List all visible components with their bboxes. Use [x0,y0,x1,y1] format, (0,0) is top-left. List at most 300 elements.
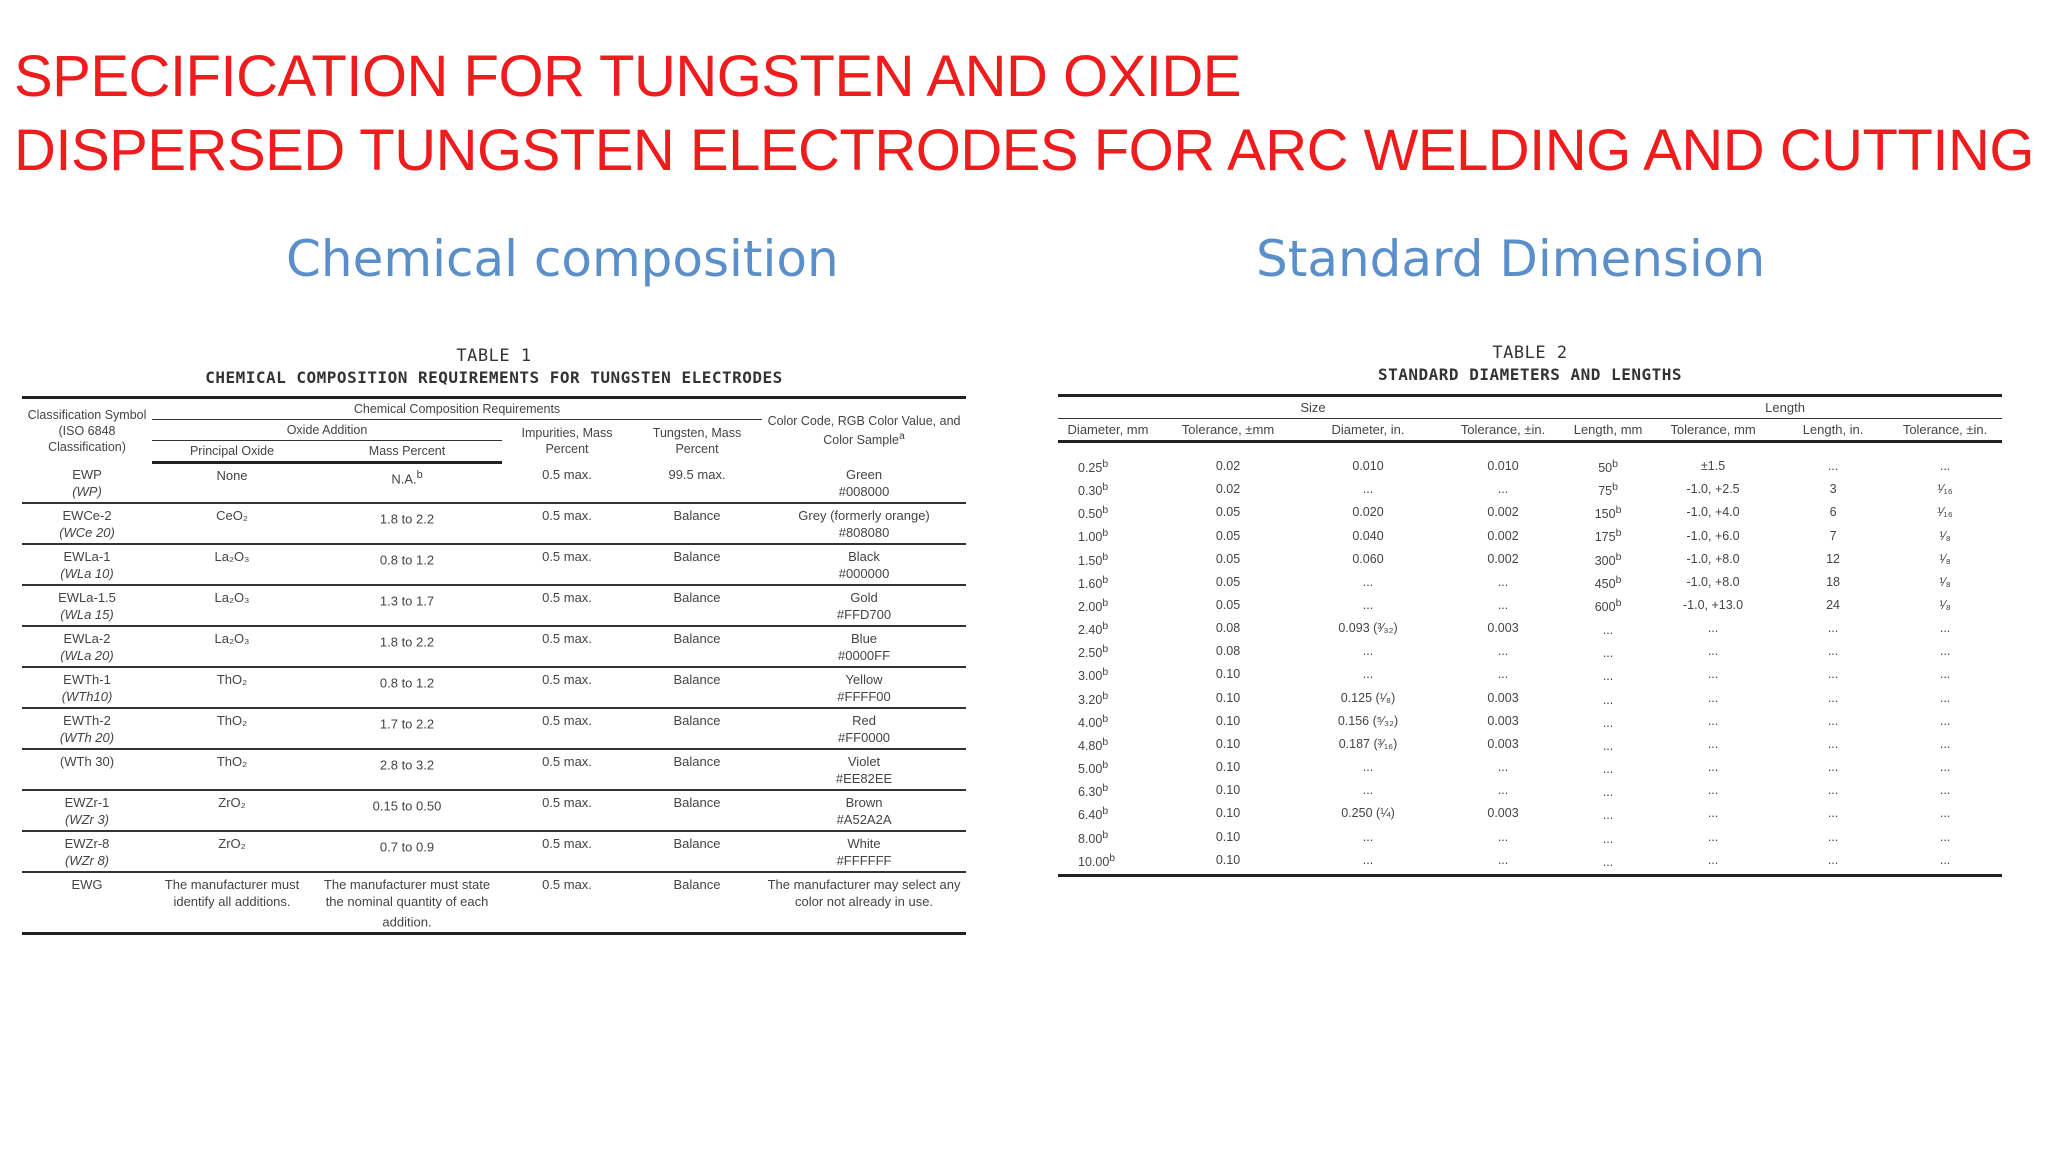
tolerance-in-cell: 0.002 [1487,551,1519,566]
length-tolerance-mm-cell: -1.0, +8.0 [1686,551,1740,566]
tolerance-mm-cell: 0.10 [1215,736,1241,751]
tungsten-cell: Balance [632,708,762,749]
length-in-cell: ... [1827,736,1839,751]
tolerance-in-cell: 0.003 [1487,690,1519,705]
tolerance-mm-cell: 0.02 [1215,482,1241,497]
diameter-mm-value: 3.20 [1078,692,1103,707]
principal-oxide-cell: ZrO₂ [152,831,312,872]
classification-cell [22,790,152,831]
diameter-in-cell: 0.060 [1352,551,1384,566]
diameter-mm-value: 3.00 [1078,669,1103,684]
chemical-composition-heading: Chemical composition [286,230,839,288]
table-row [22,585,966,626]
table-row [22,872,966,934]
length-mm-cell [1568,548,1648,571]
length-in-cell: ... [1827,806,1839,821]
iso-classification: (WCe 20) [59,524,115,540]
diameter-footnote: b [1102,667,1109,679]
color-name: Blue [851,630,878,646]
diameter-mm-value: 2.40 [1078,623,1103,638]
diameter-footnote: b [1102,482,1109,494]
diameter-mm-cell [1058,617,1158,640]
table-row [1058,826,2002,849]
diameter-mm-cell [1058,478,1158,501]
iso-classification: (WP) [72,483,102,499]
rgb-value: #0000FF [838,647,891,663]
color-code-cell [762,872,966,934]
tolerance-mm-cell: 0.08 [1215,644,1241,659]
header-classification: Classification Symbol (ISO 6848 Classification) [22,398,152,463]
length-mm-cell [1568,802,1648,825]
tolerance-mm-cell: 0.10 [1215,690,1241,705]
length-mm-value: ... [1602,623,1614,638]
length-mm-value: 50 [1598,461,1613,476]
length-tolerance-in-cell: ... [1888,849,2002,876]
diameter-mm-cell [1058,733,1158,756]
header-color-footnote: a [899,431,905,443]
rgb-value: #000000 [838,565,890,581]
tolerance-in-cell: 0.003 [1487,621,1519,636]
color-code-cell [762,503,966,544]
diameter-in-cell: 0.093 (³⁄₃₂) [1338,621,1398,636]
diameter-in-cell: 0.020 [1352,505,1384,520]
length-tolerance-in-cell: ... [1939,736,1951,751]
length-mm-cell [1568,442,1648,479]
length-tolerance-in-cell: ... [1939,783,1951,798]
tolerance-mm-cell: 0.05 [1215,551,1241,566]
diameter-footnote: b [1102,459,1109,470]
column-header: Diameter, mm [1058,419,1158,442]
color-name: Green [845,466,883,482]
principal-oxide-cell: ThO₂ [152,708,312,749]
tolerance-mm-cell: 0.08 [1215,621,1241,636]
diameter-mm-value: 4.80 [1078,739,1103,754]
iso-classification: (WZr 8) [64,852,110,868]
length-tolerance-mm-cell: -1.0, +6.0 [1686,528,1740,543]
length-tolerance-in-cell: ¹⁄₁₆ [1937,482,1953,497]
color-code-cell [762,463,966,503]
length-in-cell: ... [1827,829,1839,844]
diameter-mm-value: 6.40 [1078,808,1103,823]
length-in-cell: ... [1827,690,1839,705]
color-code-cell [762,626,966,667]
classification-cell [22,708,152,749]
length-in-cell: ... [1778,849,1888,876]
length-mm-cell [1568,640,1648,663]
length-tolerance-in-cell: ... [1939,667,1951,682]
table-row [1058,733,2002,756]
diameter-footnote: b [1102,713,1109,725]
table-row [1058,802,2002,825]
header-principal-oxide: Principal Oxide [152,441,312,463]
principal-oxide-cell: La₂O₃ [152,544,312,585]
diameter-footnote: b [1102,621,1109,633]
column-header: Tolerance, ±in. [1888,419,2002,442]
tolerance-mm-cell: 0.05 [1215,528,1241,543]
tolerance-in-cell: ... [1497,829,1509,844]
length-tolerance-in-cell: ... [1939,713,1951,728]
tolerance-in-cell: ... [1497,667,1509,682]
classification-symbol: EWLa-1 [63,548,111,564]
mass-percent-cell [312,667,502,708]
diameter-in-cell: 0.187 (³⁄₁₆) [1338,736,1398,751]
mass-percent-cell [312,790,502,831]
color-name: Red [852,712,876,728]
diameter-in-cell: ... [1362,829,1374,844]
length-footnote: b [1615,574,1622,586]
classification-symbol: EWLa-2 [63,630,111,646]
diameter-in-cell: ... [1362,667,1374,682]
tolerance-in-cell: 0.003 [1487,713,1519,728]
mass-percent-cell [312,585,502,626]
mass-percent-cell [312,831,502,872]
mass-percent-cell [312,626,502,667]
header-impurities: Impurities, Mass Percent [521,426,613,457]
diameter-mm-cell [1058,710,1158,733]
color-code-cell [762,585,966,626]
mass-percent-cell [312,749,502,790]
classification-cell [22,749,152,790]
mass-percent-value: N.A. [391,471,417,487]
tungsten-cell: Balance [632,790,762,831]
table-row [1058,687,2002,710]
table-row [1058,478,2002,501]
mass-percent-value: The manufacturer must state the nominal quantity of each addition. [323,876,491,929]
tolerance-mm-cell: 0.10 [1215,829,1241,844]
diameter-in-cell: 0.125 (¹⁄₈) [1340,690,1396,705]
standard-dimensions-table-body [1058,442,2002,876]
header-mass-percent: Mass Percent [312,441,502,463]
tolerance-mm-cell: 0.05 [1215,505,1241,520]
diameter-in-cell: 0.040 [1352,528,1384,543]
column-header: Length, mm [1568,419,1648,442]
impurities-cell: 0.5 max. [502,790,632,831]
color-name: Grey (formerly orange) [798,507,930,523]
tolerance-in-cell: 0.003 [1487,736,1519,751]
diameter-mm-cell [1058,501,1158,524]
diameter-mm-value: 0.50 [1078,507,1103,522]
length-tolerance-in-cell: ... [1939,644,1951,659]
color-name: Brown [845,794,883,810]
length-mm-cell [1568,849,1648,876]
table-1-block [22,346,966,935]
diameter-in-cell: ... [1362,760,1374,775]
length-mm-value: ... [1602,854,1614,869]
table-2-block [1058,342,2002,877]
chemical-composition-table [22,396,966,935]
table-row [22,831,966,872]
length-in-cell: ... [1827,667,1839,682]
tungsten-cell: Balance [632,544,762,585]
tolerance-mm-cell: 0.10 [1215,783,1241,798]
table-row [1058,571,2002,594]
length-tolerance-mm-cell: ... [1707,667,1719,682]
length-tolerance-in-cell: ... [1939,459,1951,474]
diameter-footnote: b [1102,644,1109,656]
tolerance-in-cell: ... [1497,574,1509,589]
diameter-mm-value: 10.00 [1078,854,1110,869]
length-tolerance-mm-cell: -1.0, +8.0 [1686,574,1740,589]
tolerance-in-cell: 0.010 [1487,459,1519,474]
length-tolerance-in-cell: ¹⁄₈ [1939,528,1951,543]
mass-percent-cell [312,503,502,544]
tolerance-mm-cell: 0.10 [1215,806,1241,821]
color-code-cell [762,667,966,708]
tolerance-in-cell: ... [1497,644,1509,659]
diameter-mm-cell [1058,826,1158,849]
mass-percent-value: 1.7 to 2.2 [379,715,435,731]
table-row [1058,663,2002,686]
diameter-mm-cell [1058,548,1158,571]
length-in-cell: 6 [1829,505,1837,520]
length-tolerance-mm-cell: -1.0, +4.0 [1686,505,1740,520]
rgb-value: #FFFFFF [836,852,892,868]
length-in-cell: 18 [1826,574,1840,589]
diameter-in-cell: ... [1298,849,1438,876]
length-mm-value: 450 [1594,576,1616,591]
classification-symbol: EWZr-8 [64,835,110,851]
diameter-mm-value: 2.00 [1078,600,1103,615]
principal-oxide-cell: None [152,463,312,503]
tungsten-cell: Balance [632,503,762,544]
tolerance-mm-cell: 0.10 [1215,713,1241,728]
tolerance-in-cell: 0.002 [1487,505,1519,520]
color-name: Black [848,548,880,564]
length-mm-value: ... [1602,831,1614,846]
chemical-composition-table-body [22,463,966,934]
color-code-cell [762,831,966,872]
length-mm-value: ... [1602,762,1614,777]
diameter-in-cell: ... [1362,574,1374,589]
iso-classification: (WLa 10) [60,565,114,581]
slide-title-line-2: DISPERSED TUNGSTEN ELECTRODES FOR ARC WELDING AND CUTTING [14,118,2035,183]
classification-symbol: EWCe-2 [62,507,112,523]
length-mm-cell [1568,617,1648,640]
standard-dimension-heading: Standard Dimension [1256,230,1766,288]
tolerance-in-cell: ... [1497,760,1509,775]
mass-percent-value: 1.8 to 2.2 [379,510,435,526]
principal-oxide-cell: CeO₂ [152,503,312,544]
length-tolerance-mm-cell: ... [1707,621,1719,636]
impurities-cell: 0.5 max. [502,626,632,667]
slide-title [14,40,2034,188]
column-header: Tolerance, ±in. [1438,419,1568,442]
diameter-mm-value: 8.00 [1078,831,1103,846]
classification-cell [22,626,152,667]
length-mm-cell [1568,594,1648,617]
header-color [762,398,966,463]
length-in-cell: ... [1827,783,1839,798]
impurities-cell: 0.5 max. [502,872,632,934]
mass-percent-footnote: b [416,469,423,481]
length-mm-value: 300 [1594,553,1616,568]
table-row [22,667,966,708]
diameter-in-cell: ... [1362,644,1374,659]
mass-percent-cell [312,872,502,934]
header-oxide-addition: Oxide Addition [152,420,502,441]
length-mm-value: ... [1602,669,1614,684]
mass-percent-value: 1.3 to 1.7 [379,592,435,608]
length-tolerance-in-cell: ¹⁄₈ [1939,574,1951,589]
diameter-mm-cell [1058,687,1158,710]
tolerance-in-cell: 0.002 [1487,528,1519,543]
table-row [22,503,966,544]
length-in-cell: 7 [1829,528,1837,543]
mass-percent-value: 2.8 to 3.2 [379,756,435,772]
rgb-value: #FFD700 [836,606,892,622]
table-row [1058,442,2002,479]
mass-percent-value: 0.7 to 0.9 [379,838,435,854]
tolerance-in-cell: ... [1438,849,1568,876]
tolerance-mm-cell: 0.10 [1158,849,1298,876]
classification-cell [22,872,152,934]
classification-symbol: EWZr-1 [64,794,110,810]
length-mm-cell [1568,733,1648,756]
length-in-cell: ... [1827,713,1839,728]
length-mm-value: ... [1602,808,1614,823]
length-mm-cell [1568,478,1648,501]
color-code-cell [762,708,966,749]
diameter-footnote: b [1102,760,1109,772]
diameter-mm-cell [1058,442,1158,479]
length-in-cell: ... [1827,459,1839,474]
mass-percent-cell [312,544,502,585]
impurities-cell: 0.5 max. [502,749,632,790]
iso-classification: (WTh 20) [59,729,115,745]
mass-percent-value: 0.8 to 1.2 [379,551,435,567]
length-footnote: b [1615,505,1622,517]
impurities-cell: 0.5 max. [502,544,632,585]
color-name: The manufacturer may select any color not already in use. [767,876,961,909]
impurities-cell: 0.5 max. [502,503,632,544]
length-mm-cell [1568,524,1648,547]
classification-symbol: EWLa-1.5 [58,589,116,605]
length-tolerance-mm-cell: ... [1707,736,1719,751]
diameter-in-cell: ... [1362,598,1374,613]
diameter-mm-cell [1058,640,1158,663]
length-mm-value: 600 [1594,600,1616,615]
table-row [1058,849,2002,876]
diameter-mm-cell [1058,663,1158,686]
color-code-cell [762,544,966,585]
length-in-cell: ... [1827,644,1839,659]
slide-title-line-1: SPECIFICATION FOR TUNGSTEN AND OXIDE [14,44,1241,109]
principal-oxide-cell: La₂O₃ [152,626,312,667]
mass-percent-cell [312,463,502,503]
length-footnote: b [1612,482,1618,494]
length-mm-value: ... [1602,715,1614,730]
classification-cell [22,503,152,544]
tolerance-mm-cell: 0.02 [1215,459,1241,474]
classification-cell [22,463,152,503]
length-in-cell: 24 [1826,598,1840,613]
table-row [1058,617,2002,640]
classification-symbol: EWTh-1 [63,671,111,687]
tolerance-mm-cell: 0.10 [1215,667,1241,682]
table-row [22,708,966,749]
mass-percent-cell [312,708,502,749]
table-2-column-headers [1058,419,2002,442]
length-mm-cell [1568,756,1648,779]
length-tolerance-mm-cell: ... [1648,849,1778,876]
length-tolerance-mm-cell: -1.0, +13.0 [1682,598,1744,613]
length-tolerance-mm-cell: -1.0, +2.5 [1686,482,1740,497]
impurities-cell: 0.5 max. [502,708,632,749]
diameter-mm-value: 0.25 [1078,461,1103,476]
length-mm-cell [1568,571,1648,594]
diameter-footnote: b [1102,505,1109,517]
impurities-cell: 0.5 max. [502,831,632,872]
header-size: Size [1058,396,1568,419]
length-mm-cell [1568,687,1648,710]
length-mm-value: 75 [1598,484,1613,499]
diameter-footnote: b [1102,551,1109,563]
tungsten-cell: Balance [632,626,762,667]
length-tolerance-in-cell: ... [1939,829,1951,844]
diameter-mm-value: 4.00 [1078,715,1103,730]
tolerance-mm-cell: 0.05 [1215,598,1241,613]
table-row [22,544,966,585]
length-footnote: b [1615,551,1622,563]
classification-cell [22,831,152,872]
rgb-value: #EE82EE [835,770,893,786]
diameter-mm-value: 1.00 [1078,530,1103,545]
length-footnote: b [1615,528,1622,540]
diameter-footnote: b [1102,690,1109,702]
color-name: Violet [847,753,881,769]
tungsten-cell: Balance [632,667,762,708]
length-tolerance-in-cell: ... [1939,760,1951,775]
table-row [1058,640,2002,663]
column-header: Tolerance, ±mm [1158,419,1298,442]
length-mm-cell [1568,663,1648,686]
tolerance-mm-cell: 0.05 [1215,574,1241,589]
mass-percent-value: 0.8 to 1.2 [379,674,435,690]
table-1-title: CHEMICAL COMPOSITION REQUIREMENTS FOR TUNGSTEN ELECTRODES [205,368,783,387]
column-header: Length, in. [1778,419,1888,442]
length-tolerance-mm-cell: ... [1707,644,1719,659]
diameter-mm-cell [1058,524,1158,547]
length-tolerance-in-cell: ... [1939,806,1951,821]
color-name: Gold [850,589,878,605]
diameter-in-cell: 0.010 [1352,459,1384,474]
diameter-mm-cell [1058,779,1158,802]
table-row [22,626,966,667]
impurities-cell: 0.5 max. [502,667,632,708]
length-tolerance-mm-cell: ... [1707,690,1719,705]
length-tolerance-mm-cell: ... [1707,806,1719,821]
principal-oxide-cell: ThO₂ [152,667,312,708]
table-2-title: STANDARD DIAMETERS AND LENGTHS [1378,365,1682,384]
tolerance-in-cell: ... [1497,783,1509,798]
tolerance-mm-cell: 0.10 [1215,760,1241,775]
diameter-mm-value: 0.30 [1078,484,1103,499]
diameter-mm-value: 6.30 [1078,785,1103,800]
table-row [22,749,966,790]
color-name: White [847,835,881,851]
table-row [1058,710,2002,733]
diameter-footnote: b [1109,852,1116,864]
tungsten-cell: Balance [632,872,762,934]
diameter-mm-value: 2.50 [1078,646,1103,661]
length-mm-value: ... [1602,739,1614,754]
principal-oxide-cell: ThO₂ [152,749,312,790]
length-mm-value: ... [1602,692,1614,707]
length-mm-cell [1568,501,1648,524]
iso-classification: (WZr 3) [64,811,110,827]
diameter-mm-cell [1058,571,1158,594]
iso-classification: (WTh10) [61,688,113,704]
